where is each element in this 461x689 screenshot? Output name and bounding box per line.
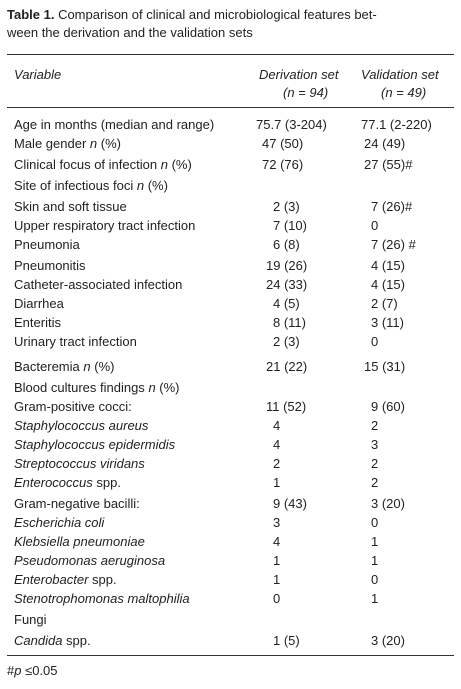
table-row xyxy=(0,197,461,216)
row-validation-value: 2 xyxy=(371,475,379,490)
row-derivation-value: 21 (22) xyxy=(266,359,308,374)
row-derivation-value: 1 (5) xyxy=(273,633,300,648)
row-derivation-value: 4 xyxy=(273,534,281,549)
row-derivation-value: 72 (76) xyxy=(262,157,304,172)
row-variable: Bacteremia n (%) xyxy=(14,359,115,374)
row-derivation-value: 9 (43) xyxy=(273,496,307,511)
row-derivation-value: 7 (10) xyxy=(273,218,307,233)
row-validation-value: 3 xyxy=(371,437,379,452)
row-derivation-value: 4 xyxy=(273,437,281,452)
row-variable: Streptococcus viridans xyxy=(14,456,145,471)
row-variable: Clinical focus of infection n (%) xyxy=(14,157,192,172)
row-variable: Fungi xyxy=(14,612,47,627)
row-validation-value: 27 (55)# xyxy=(364,157,413,172)
footnote: #p ≤0.05 xyxy=(7,663,58,678)
table-row xyxy=(0,473,461,492)
row-validation-value: 4 (15) xyxy=(371,258,405,273)
row-derivation-value: 19 (26) xyxy=(266,258,308,273)
row-derivation-value: 0 xyxy=(273,591,281,606)
table-row xyxy=(0,294,461,313)
row-validation-value: 0 xyxy=(371,572,379,587)
row-validation-value: 7 (26) # xyxy=(371,237,416,252)
row-validation-value: 9 (60) xyxy=(371,399,405,414)
row-variable: Diarrhea xyxy=(14,296,64,311)
table-row xyxy=(0,610,461,629)
row-variable: Upper respiratory tract infection xyxy=(14,218,196,233)
row-variable: Pneumonitis xyxy=(14,258,86,273)
row-variable: Klebsiella pneumoniae xyxy=(14,534,145,549)
row-variable: Gram-negative bacilli: xyxy=(14,496,140,511)
table-label: Table 1. xyxy=(7,7,55,22)
row-variable: Catheter-associated infection xyxy=(14,277,183,292)
row-validation-value: 24 (49) xyxy=(364,136,406,151)
table-row xyxy=(0,235,461,254)
row-variable: Pneumonia xyxy=(14,237,80,252)
table-row xyxy=(0,551,461,570)
header-variable: Variable xyxy=(14,67,62,82)
row-variable: Pseudomonas aeruginosa xyxy=(14,553,166,568)
row-validation-value: 1 xyxy=(371,534,379,549)
row-variable: Age in months (median and range) xyxy=(14,117,215,132)
row-variable: Urinary tract infection xyxy=(14,334,137,349)
table-row xyxy=(0,134,461,153)
row-variable: Staphylococcus epidermidis xyxy=(14,437,176,452)
row-validation-value: 77.1 (2-220) xyxy=(361,117,432,132)
row-validation-value: 3 (11) xyxy=(371,315,404,330)
row-validation-value: 3 (20) xyxy=(371,633,405,648)
row-derivation-value: 1 xyxy=(273,553,281,568)
table-row xyxy=(0,589,461,608)
table-row xyxy=(0,332,461,351)
row-variable: Male gender n (%) xyxy=(14,136,121,151)
row-derivation-value: 24 (33) xyxy=(266,277,308,292)
table-row xyxy=(0,216,461,235)
row-derivation-value: 2 (3) xyxy=(273,199,300,214)
row-variable: Enteritis xyxy=(14,315,61,330)
row-variable: Enterobacter spp. xyxy=(14,572,117,587)
row-validation-value: 0 xyxy=(371,334,379,349)
table-row xyxy=(0,416,461,435)
header-derivation-n: (n = 94) xyxy=(283,85,329,100)
row-derivation-value: 2 xyxy=(273,456,281,471)
row-validation-value: 1 xyxy=(371,553,379,568)
row-variable: Staphylococcus aureus xyxy=(14,418,149,433)
row-validation-value: 2 xyxy=(371,456,379,471)
table-row xyxy=(0,532,461,551)
row-validation-value: 2 (7) xyxy=(371,296,398,311)
row-variable: Site of infectious foci n (%) xyxy=(14,178,168,193)
row-variable: Blood cultures findings n (%) xyxy=(14,380,180,395)
row-validation-value: 0 xyxy=(371,218,379,233)
table-row xyxy=(0,357,461,376)
row-derivation-value: 75.7 (3-204) xyxy=(256,117,327,132)
row-variable: Skin and soft tissue xyxy=(14,199,127,214)
row-validation-value: 7 (26)# xyxy=(371,199,413,214)
table-row xyxy=(0,397,461,416)
row-variable: Escherichia coli xyxy=(14,515,105,530)
table-row xyxy=(0,378,461,397)
row-validation-value: 4 (15) xyxy=(371,277,405,292)
row-validation-value: 3 (20) xyxy=(371,496,405,511)
header-validation-n: (n = 49) xyxy=(381,85,427,100)
row-derivation-value: 1 xyxy=(273,475,281,490)
row-validation-value: 0 xyxy=(371,515,379,530)
table-row xyxy=(0,494,461,513)
row-derivation-value: 4 xyxy=(273,418,281,433)
table-caption xyxy=(7,6,455,42)
table-row xyxy=(0,313,461,332)
row-derivation-value: 8 (11) xyxy=(273,315,306,330)
row-derivation-value: 47 (50) xyxy=(262,136,304,151)
row-derivation-value: 6 (8) xyxy=(273,237,300,252)
table-row xyxy=(0,435,461,454)
row-derivation-value: 1 xyxy=(273,572,281,587)
table-row xyxy=(0,256,461,275)
header-validation: Validation set xyxy=(361,67,439,82)
table-row xyxy=(0,155,461,174)
table-row xyxy=(0,275,461,294)
row-derivation-value: 3 xyxy=(273,515,281,530)
header-derivation: Derivation set xyxy=(259,67,339,82)
bottom-rule xyxy=(7,655,454,656)
caption-text: Comparison of clinical and microbiological features bet- ween the derivation and the validation sets xyxy=(7,7,377,40)
table-row xyxy=(0,115,461,134)
row-derivation-value: 11 (52) xyxy=(266,399,307,414)
row-validation-value: 2 xyxy=(371,418,379,433)
table-row xyxy=(0,454,461,473)
table-row xyxy=(0,570,461,589)
table-row xyxy=(0,631,461,650)
top-rule xyxy=(7,54,454,55)
row-variable: Enterococcus spp. xyxy=(14,475,121,490)
table-row xyxy=(0,513,461,532)
row-variable: Gram-positive cocci: xyxy=(14,399,132,414)
row-derivation-value: 2 (3) xyxy=(273,334,300,349)
header-rule xyxy=(7,107,454,108)
row-validation-value: 1 xyxy=(371,591,379,606)
row-variable: Candida spp. xyxy=(14,633,91,648)
row-validation-value: 15 (31) xyxy=(364,359,406,374)
row-derivation-value: 4 (5) xyxy=(273,296,300,311)
row-variable: Stenotrophomonas maltophilia xyxy=(14,591,190,606)
table-row xyxy=(0,176,461,195)
